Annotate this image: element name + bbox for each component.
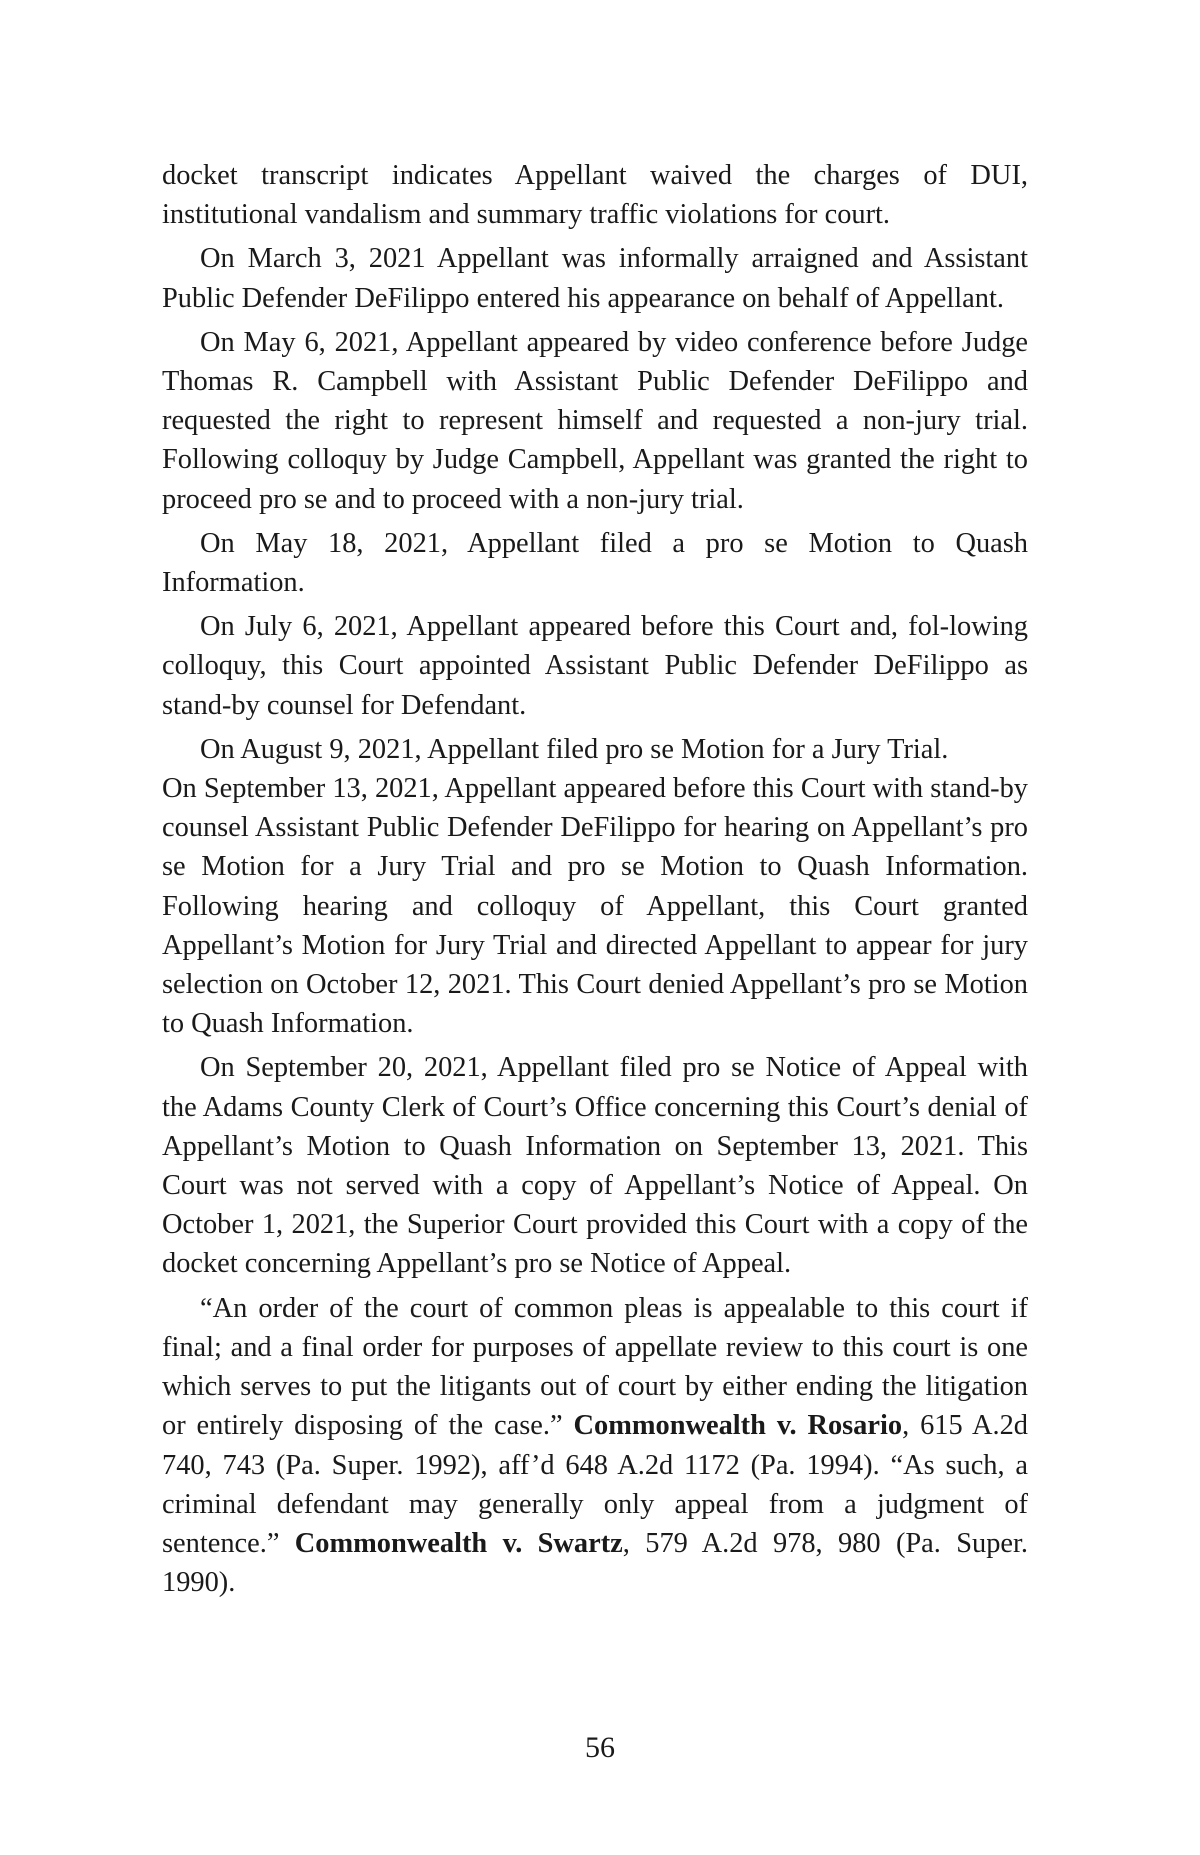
- paragraph-6-text: On August 9, 2021, Appellant filed pro se Motion for a Jury Trial.: [200, 733, 949, 765]
- paragraph-8: [162, 1048, 1028, 1283]
- paragraph-9-run-5: , 579 A.2d 978, 980 (Pa. Super. 1990).: [162, 1527, 1029, 1599]
- paragraph-7-text: On September 13, 2021, Appellant appeared before this Court with stand-by counsel Assistant Public Defender DeFilippo for hearing on Appellant’s pro se Motion for a Jury Trial and pro se Motion to Quash Information. Following hearing and colloquy of Appellant, this Court granted Appellant’s Motion for Jury Trial and directed Appellant to appear for jury selection on October 12, 2021. This Court denied Appellant’s pro se Motion to Quash Information.: [162, 773, 1028, 1040]
- case-citation-rosario: Commonwealth v. Rosario: [573, 1410, 903, 1442]
- paragraph-2: [162, 239, 1028, 317]
- paragraph-9-run-1: “An order of the court of common pleas is appealable to this court if final; and a final order for purposes of appellate review to this court is one which serves to put the litigants out of court by either ending the litigation or entirely disposing of the case.”: [162, 1292, 1028, 1442]
- paragraph-5: [162, 607, 1028, 725]
- paragraph-5-text: On July 6, 2021, Appellant appeared before this Court and, fol-lowing colloquy, this Court appointed Assistant Public Defender DeFilippo as stand-by counsel for Defendant.: [162, 611, 1028, 721]
- paragraph-3: [162, 323, 1028, 519]
- paragraph-8-text: On September 20, 2021, Appellant filed pro se Notice of Appeal with the Adams County Clerk of Court’s Office concerning this Court’s denial of Appellant’s Motion to Quash Information on September 13, 2021. This Court was not served with a copy of Appellant’s Notice of Appeal. On October 1, 2021, the Superior Court provided this Court with a copy of the docket concerning Appellant’s pro se Notice of Appeal.: [162, 1052, 1028, 1280]
- paragraph-1-text: docket transcript indicates Appellant waived the charges of DUI, institutional vandalism and summary traffic violations for court.: [162, 160, 1028, 231]
- paragraph-9-run-3: , 615 A.2d 740, 743 (Pa. Super. 1992), aff’d 648 A.2d 1172 (Pa. 1994). “As such, a criminal defendant may generally only appeal from a judgment of sentence.”: [162, 1410, 1028, 1559]
- page-number: 56: [585, 1731, 615, 1764]
- paragraph-6: [162, 730, 1028, 769]
- case-citation-swartz: Commonwealth v. Swartz: [294, 1527, 623, 1559]
- paragraph-4: [162, 524, 1028, 602]
- paragraph-2-text: On March 3, 2021 Appellant was informally arraigned and Assistant Public Defender DeFilippo entered his appearance on behalf of Appellant.: [162, 243, 1028, 314]
- opinion-body: [162, 156, 1028, 1607]
- paragraph-7: [162, 769, 1028, 1043]
- paragraph-9: [162, 1289, 1028, 1603]
- paragraph-1: [162, 156, 1028, 234]
- paragraph-3-text: On May 6, 2021, Appellant appeared by video conference before Judge Thomas R. Campbell with Assistant Public Defender DeFilippo and requested the right to represent himself and requested a non-jury trial. Following colloquy by Judge Campbell, Appellant was granted the right to proceed pro se and to proceed with a non-jury trial.: [162, 326, 1028, 515]
- paragraph-4-text: On May 18, 2021, Appellant filed a pro se Motion to Quash Information.: [162, 527, 1028, 599]
